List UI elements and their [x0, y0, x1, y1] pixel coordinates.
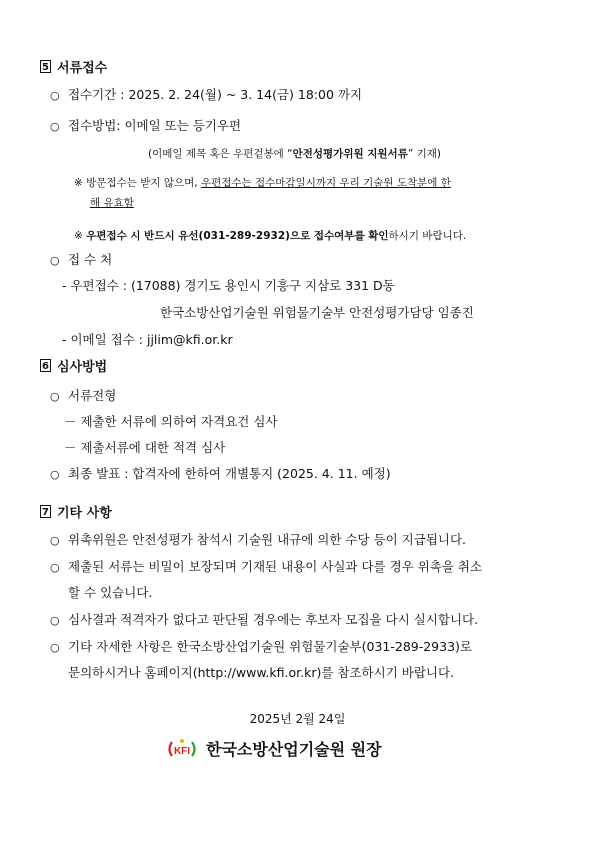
list-item-doc-review: ○ 서류전형 — [50, 388, 117, 403]
circle-bullet-icon: ○ — [50, 89, 60, 102]
circle-bullet-icon: ○ — [50, 534, 60, 547]
doc-review-sub2: － 제출서류에 대한 적격 심사 — [64, 440, 226, 455]
visit-notice-line1: ※ 방문접수는 받지 않으며, 우편접수는 접수마감일시까지 우리 기술원 도착분에 한 — [74, 177, 451, 189]
contact-line2: 문의하시거나 홈페이지(http://www.kfi.or.kr)를 참조하시기 바랍니다. — [68, 665, 455, 680]
circle-bullet-icon: ○ — [50, 468, 60, 481]
list-item-final: ○ 최종 발표 : 합격자에 한하여 개별통지 (2025. 4. 11. 예정) — [50, 466, 391, 481]
section-title: 서류접수 — [57, 61, 108, 76]
visit-underlined-text: 우편접수는 접수마감일시까지 우리 기술원 도착분에 한 — [200, 177, 451, 189]
section-number-box: 5 — [40, 60, 51, 73]
svg-text:KFI: KFI — [173, 745, 191, 757]
list-item-allowance: ○ 위촉위원은 안전성평가 참석시 기술원 내규에 의한 수당 등이 지급됩니다. — [50, 532, 467, 547]
method-text: 접수방법: 이메일 또는 등기우편 — [68, 118, 242, 133]
email-address-line: - 이메일 접수 : jjlim@kfi.or.kr — [62, 332, 233, 347]
section-7-heading — [40, 502, 112, 521]
circle-bullet-icon: ○ — [50, 390, 60, 403]
list-item-recruit: ○ 심사결과 적격자가 없다고 판단될 경우에는 후보자 모집을 다시 실시합니다. — [50, 612, 479, 627]
list-item-contact: ○ 기타 자세한 사항은 한국소방산업기술원 위험물기술부(031-289-2933)로 — [50, 639, 472, 654]
list-item-method — [50, 116, 241, 134]
method-note: (이메일 제목 혹은 우편겉봉에 “안전성평가위원 지원서류” 기재) — [148, 148, 442, 160]
footer-date: 2025년 2월 24일 — [249, 712, 346, 726]
circle-bullet-icon: ○ — [50, 561, 60, 574]
post-address-line1: - 우편접수 : (17088) 경기도 용인시 기흥구 지삼로 331 D동 — [62, 278, 395, 293]
note-bold-text: 안전성평가위원 지원서류 — [292, 148, 408, 160]
visit-notice-line2: 해 유효함 — [90, 197, 134, 209]
circle-bullet-icon: ○ — [50, 120, 60, 133]
circle-bullet-icon: ○ — [50, 641, 60, 654]
reference-mark: ※ — [74, 177, 83, 189]
circle-bullet-icon: ○ — [50, 614, 60, 627]
section-6-heading — [40, 356, 107, 375]
kfi-logo-icon — [166, 738, 198, 760]
section-title: 기타 사항 — [57, 506, 112, 521]
doc-review-sub1: － 제출한 서류에 의하여 자격요건 심사 — [64, 414, 278, 429]
section-number-box: 6 — [40, 359, 51, 372]
circle-bullet-icon: ○ — [50, 254, 60, 267]
list-item-confidential: ○ 제출된 서류는 비밀이 보장되며 기재된 내용이 사실과 다를 경우 위촉을 취소 — [50, 559, 483, 574]
list-item-place — [50, 250, 112, 268]
section-number-box: 7 — [40, 505, 51, 518]
post-address-line2: 한국소방산업기술원 위험물기술부 안전성평가담당 임종진 — [160, 305, 474, 320]
footer-signature — [166, 737, 382, 760]
signature-text: 한국소방산업기술원 원장 — [206, 740, 382, 759]
list-item-period — [50, 85, 362, 103]
section-5-heading — [40, 57, 107, 76]
mail-notice-bold: 우편접수 시 반드시 유선(031-289-2932)으로 접수여부를 확인 — [86, 230, 389, 242]
confidential-line2: 할 수 있습니다. — [68, 585, 153, 600]
reference-mark: ※ — [74, 230, 83, 242]
section-title: 심사방법 — [57, 360, 108, 375]
mail-notice: ※ 우편접수 시 반드시 유선(031-289-2932)으로 접수여부를 확인하시기 바랍니다. — [74, 230, 467, 242]
period-text: 접수기간 : 2025. 2. 24(월) ~ 3. 14(금) 18:00 까지 — [68, 87, 363, 102]
place-label: 접 수 처 — [68, 252, 113, 267]
